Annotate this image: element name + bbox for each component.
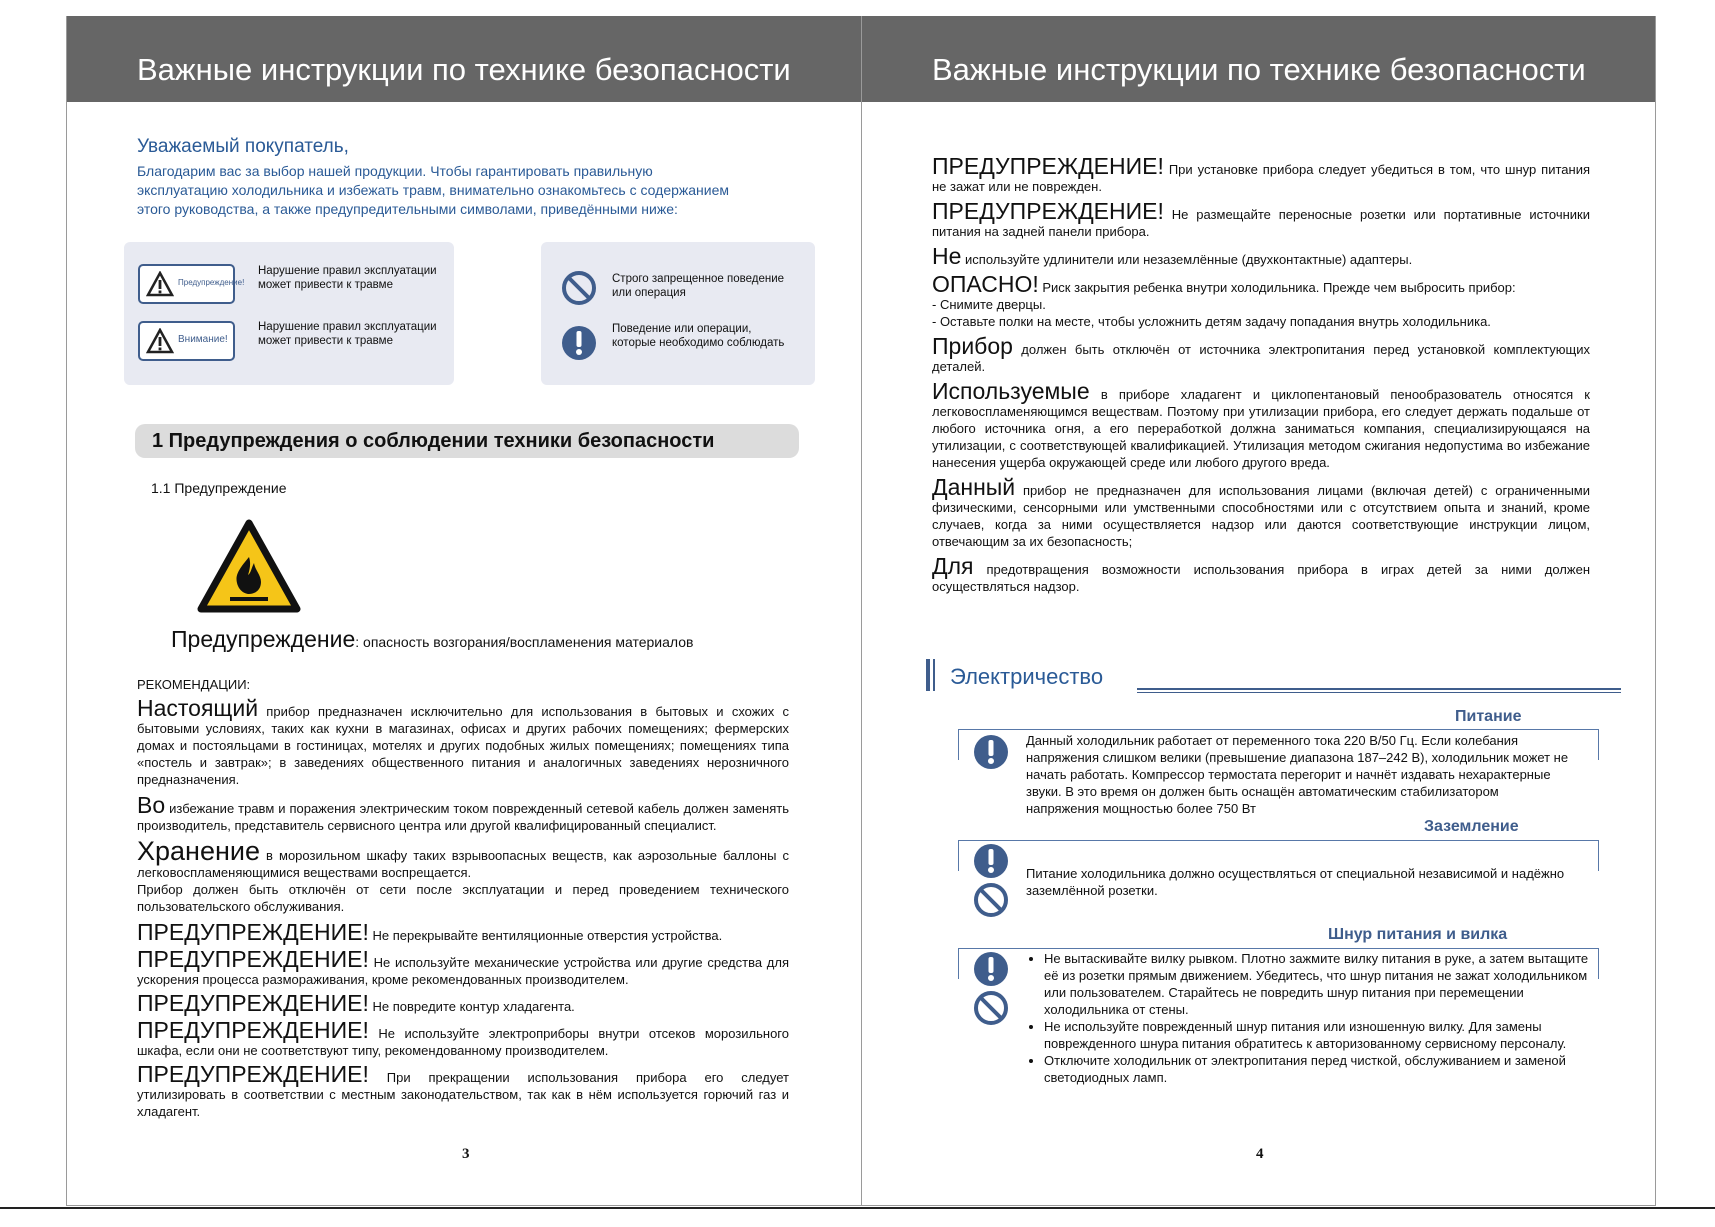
page-number: 4 xyxy=(1256,1146,1264,1162)
power-heading: Питание xyxy=(1455,708,1522,725)
ground-heading: Заземление xyxy=(1424,818,1519,835)
paragraph: ПРЕДУПРЕЖДЕНИЕ! При прекращении использования прибора его следует утилизировать в соответствии с местным законодательством, так как в нём используется горючий газ и хладагент. xyxy=(137,1061,789,1119)
list-item: • Отключите холодильник от электропитания перед чисткой, обслуживанием и заменой светодиодных ламп. xyxy=(1044,1052,1594,1086)
mandatory-icon xyxy=(973,951,1009,987)
prohibited-icon xyxy=(973,990,1009,1026)
fire-hazard-icon xyxy=(197,519,301,613)
paragraph: Не используйте удлинители или незаземлённые (двухконтактные) адаптеры. xyxy=(932,243,1413,269)
recommendations-title: РЕКОМЕНДАЦИИ: xyxy=(137,677,251,692)
right-paragraphs xyxy=(932,153,1590,595)
left-paragraphs xyxy=(137,695,789,1120)
cord-list xyxy=(1026,950,1594,1086)
mandatory-icon xyxy=(973,734,1009,770)
paragraph: Используемые в приборе хладагент и циклопентановый пенообразователь относятся к легковоспламеняющимся веществам. Поэтому при утилизации прибора, его следует держать подальше от любого источника огня, а его переработкой должна заниматься компания, специализирующаяся на утилизации, с соответствующей квалификацией. Утилизация методом сжигания недопустима во избежание нанесения ущерба окружающей среде или любого другого вреда. xyxy=(932,378,1590,470)
paragraph: ПРЕДУПРЕЖДЕНИЕ! Не размещайте переносные розетки или портативные источники питания на задней панели прибора. xyxy=(932,198,1590,239)
title-rule xyxy=(1137,692,1621,693)
ground-text: Питание холодильника должно осуществляться от специальной независимой и надёжно заземлённой розетки. xyxy=(1026,866,1565,898)
warning-tag: Предупреждение! xyxy=(138,264,235,304)
list-item: • Не используйте поврежденный шнур питания или изношенную вилку. Для замены поврежденного шнура питания обратитесь к авторизованному сервисному персоналу. xyxy=(1044,1018,1594,1052)
warning-tag-text: Нарушение правил эксплуатации может привести к травме xyxy=(258,265,437,291)
prohibited-icon xyxy=(561,270,597,306)
section-accent-bar xyxy=(933,659,935,691)
page-number: 3 xyxy=(462,1146,470,1162)
page-header-title: Важные инструкции по технике безопасности xyxy=(137,52,791,87)
section-accent-bar xyxy=(926,659,930,691)
legend-box-left xyxy=(124,242,454,385)
header-band xyxy=(862,16,1655,102)
page-right xyxy=(861,16,1656,1206)
header-band xyxy=(67,16,861,102)
page-header-title: Важные инструкции по технике безопасности xyxy=(932,52,1586,87)
paragraph: ПРЕДУПРЕЖДЕНИЕ! Не перекрывайте вентиляционные отверстия устройства. xyxy=(137,919,723,945)
mandatory-icon xyxy=(973,843,1009,879)
intro-text: Благодарим вас за выбор нашей продукции. Чтобы гарантировать правильную эксплуатацию холодильника и избежать травм, внимательно ознакомьтесь с содержанием этого руководства, а также предупредительными символами, приведёнными ниже: xyxy=(137,163,729,217)
paragraph: Прибор должен быть отключён от источника электропитания перед установкой комплектующих деталей. xyxy=(932,333,1590,374)
section-title: 1 Предупреждения о соблюдении техники безопасности xyxy=(152,430,715,452)
paragraph: ПРЕДУПРЕЖДЕНИЕ! При установке прибора следует убедиться в том, что шнур питания не зажат или не поврежден. xyxy=(932,153,1590,194)
paragraph: Для предотвращения возможности использования прибора в играх детей за ними должен осуществляться надзор. xyxy=(932,553,1590,594)
paragraph: Прибор должен быть отключён от сети после эксплуатации и перед проведением технического пользовательского обслуживания. xyxy=(137,882,789,914)
electric-title: Электричество xyxy=(950,664,1104,689)
paragraph: - Оставьте полки на месте, чтобы усложнить детям задачу попадания внутрь холодильника. xyxy=(932,314,1491,329)
warning-triangle-icon xyxy=(146,271,174,297)
paragraph: Настоящий прибор предназначен исключительно для использования в бытовых и схожих с бытовыми условиях, таких как кухни в магазинах, офисах и других рабочих помещениях; фермерских домах и постояльцами в гостиницах, мотелях и других подобных жилых помещениях; помещениях типа «постель и завтрак»; в заведениях общественного питания и аналогичных заведениях нерозничного предназначения. xyxy=(137,695,789,787)
greeting: Уважаемый покупатель, xyxy=(137,136,349,157)
paragraph: Данный прибор не предназначен для использования лицами (включая детей) с ограниченными физическими, сенсорными или умственными способностями или с отсутствием опыта и знаний, кроме случаев, когда за ними осуществляется надзор или даются соответствующие инструкции лицом, отвечающим за их безопасность; xyxy=(932,474,1590,549)
prohibited-icon xyxy=(973,882,1009,918)
warning-triangle-icon xyxy=(146,328,174,354)
section-title-bar xyxy=(135,424,799,458)
power-text: Данный холодильник работает от переменного тока 220 В/50 Гц. Если колебания напряжения слишком велики (превышение диапазона 187–242 В), холодильник может не начать работать. Компрессор термостата перегорит и начнёт издавать нехарактерные звуки. В это время он должен быть оснащён автоматическим стабилизатором напряжения мощностью более 750 Вт xyxy=(1026,733,1569,816)
caution-tag: Внимание! xyxy=(138,321,235,361)
cord-heading: Шнур питания и вилка xyxy=(1328,926,1508,943)
mandatory-icon xyxy=(561,325,597,361)
section-subtitle: 1.1 Предупреждение xyxy=(151,480,287,496)
paragraph: Во избежание травм и поражения электрическим током поврежденный сетевой кабель должен заменять производитель, представитель сервисного центра или другой квалифицированный специалист. xyxy=(137,792,789,833)
mandatory-text: Поведение или операции, которые необходимо соблюдать xyxy=(612,323,785,349)
paragraph: - Снимите дверцы. xyxy=(932,297,1046,312)
paragraph: ПРЕДУПРЕЖДЕНИЕ! Не повредите контур хладагента. xyxy=(137,990,575,1016)
page-left xyxy=(66,16,862,1206)
fire-warning-word: Предупреждение xyxy=(171,626,356,652)
fire-warning-line xyxy=(171,626,693,653)
legend-box-right xyxy=(541,242,815,385)
paragraph: ПРЕДУПРЕЖДЕНИЕ! Не используйте механические устройства или другие средства для ускорения процесса размораживания, кроме рекомендованных производителем. xyxy=(137,946,789,987)
paragraph: ОПАСНО! Риск закрытия ребенка внутри холодильника. Прежде чем выбросить прибор: xyxy=(932,271,1516,297)
title-rule xyxy=(1137,688,1621,690)
list-item: • Не вытаскивайте вилку рывком. Плотно зажмите вилку питания в руке, а затем вытащите её из розетки прямым движением. Убедитесь, что шнур питания не зажат холодильником или пользователем. Старайтесь не повредить шнур питания при перемещении холодильника от стены. xyxy=(1044,950,1594,1018)
caution-tag-text: Нарушение правил эксплуатации может привести к травме xyxy=(258,321,437,347)
fire-warning-text: : опасность возгорания/воспламенения материалов xyxy=(355,634,694,650)
bottom-rule xyxy=(0,1207,1715,1209)
paragraph: Хранение в морозильном шкафу таких взрывоопасных веществ, как аэрозольные баллоны с легковоспламеняющимися веществами воспрещается. xyxy=(137,836,789,880)
paragraph: ПРЕДУПРЕЖДЕНИЕ! Не используйте электроприборы внутри отсеков морозильного шкафа, если они не соответствуют типу, рекомендованному производителем. xyxy=(137,1017,789,1058)
prohibited-text: Строго запрещенное поведение или операция xyxy=(612,273,785,299)
